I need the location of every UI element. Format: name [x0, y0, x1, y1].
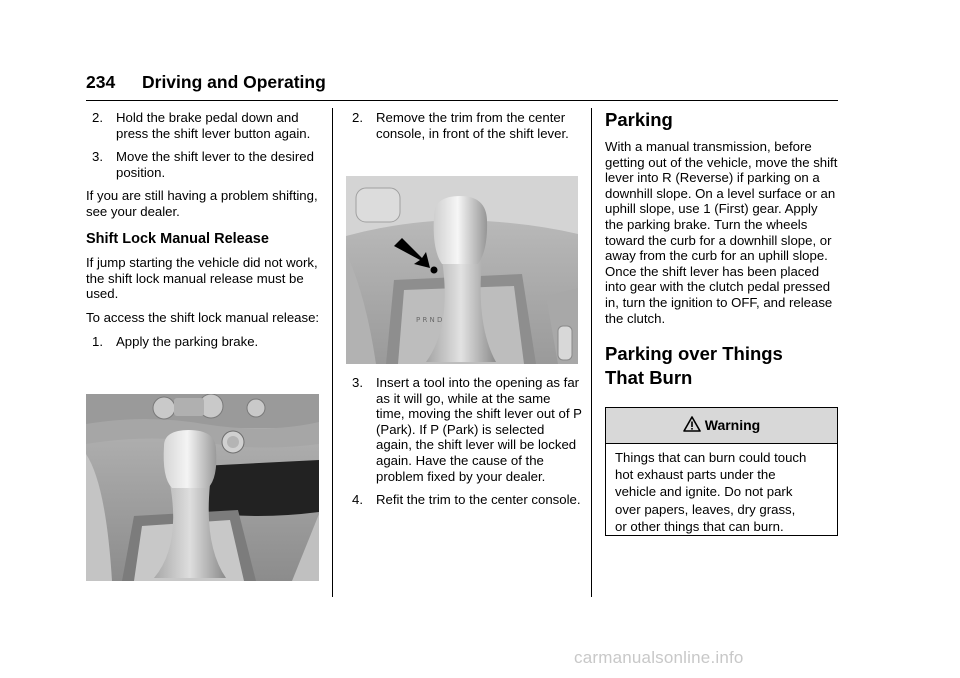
step-number: 2.: [352, 110, 363, 125]
step-number: 4.: [352, 492, 363, 508]
paragraph-still-problem: If you are still having a problem shifting, see your dealer.: [86, 188, 318, 219]
heading-parking-over-things: [605, 342, 839, 390]
warning-title: Warning: [704, 417, 761, 433]
heading-parking: Parking: [605, 109, 673, 130]
step-3-insert-tool: [346, 375, 582, 484]
column-middle-lower: [346, 375, 582, 516]
warning-header: [606, 408, 837, 444]
column-divider-1: [332, 108, 333, 597]
step-number: 2.: [92, 110, 103, 125]
section-title: Driving and Operating: [142, 72, 326, 92]
warning-line: or other things that can burn.: [615, 518, 784, 534]
warning-line: Things that can burn could touch: [615, 450, 807, 465]
heading-line-1: Parking over Things: [605, 343, 783, 365]
subheading-shift-lock: Shift Lock Manual Release: [86, 230, 269, 247]
column-left: [86, 110, 322, 357]
page-header: [86, 70, 838, 101]
warning-box: [605, 407, 838, 536]
step-text: Remove the trim from the center console, in front of the shift lever.: [376, 110, 569, 141]
heading-line-2: That Burn: [605, 367, 693, 389]
watermark: carmanualsonline.info: [574, 648, 744, 667]
warning-line: over papers, leaves, dry grass,: [615, 501, 796, 517]
column-right: [605, 109, 839, 398]
step-2-hold-brake: [86, 110, 322, 141]
column-middle: [346, 110, 582, 149]
paragraph-parking: With a manual transmission, before getting out of the vehicle, move the shift lever into R (Reverse) if parking on a downhill slope. On a level surface or an uphill slope, use 1 (First) gear. Apply the parking brake. Turn the wheels toward the curb for a downhill slope, or away from the curb for an uphill slope. Once the shift lever has been placed into gear with the clutch pedal pressed in, turn the ignition to OFF, and release the clutch.: [605, 139, 838, 326]
step-text: Refit the trim to the center console.: [376, 492, 581, 508]
step-1-parking-brake: [86, 334, 322, 350]
step-text: Move the shift lever to the desired position.: [116, 149, 314, 180]
warning-line: hot exhaust parts under the: [615, 467, 776, 483]
step-2-remove-trim: [346, 110, 582, 141]
paragraph-access: To access the shift lock manual release:: [86, 309, 320, 325]
step-number: 3.: [352, 375, 363, 390]
column-divider-2: [591, 108, 592, 597]
svg-text:P R N D: P R N D: [416, 316, 443, 324]
step-number: 1.: [92, 333, 103, 349]
step-text: Hold the brake pedal down and press the shift lever button again.: [116, 110, 311, 141]
warning-triangle-icon: [683, 416, 701, 432]
step-text: Apply the parking brake.: [116, 333, 259, 349]
page-number: 234: [86, 72, 116, 92]
warning-line: vehicle and ignite. Do not park: [615, 484, 793, 500]
warning-body: [606, 444, 837, 535]
step-3-move-lever: [86, 149, 322, 180]
shift-lever-photo: [86, 394, 319, 581]
step-4-refit-trim: [346, 492, 582, 508]
trim-removed-photo: [346, 176, 578, 364]
step-text: Insert a tool into the opening as far as it will go, while at the same time, moving the shift lever out of P (Park). If P (Park) is selected again, the shift lever will be locked again. Have the cause of the problem fixed by your dealer.: [376, 375, 582, 484]
step-number: 3.: [92, 149, 103, 165]
paragraph-jump-start: If jump starting the vehicle did not work, the shift lock manual release must be used.: [86, 255, 318, 302]
